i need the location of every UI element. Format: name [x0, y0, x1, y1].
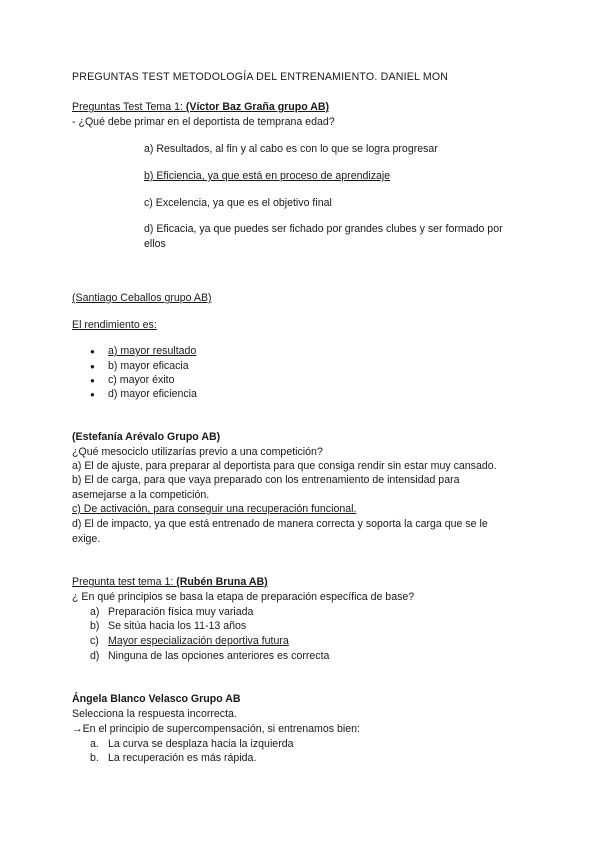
section-3-question: ¿Qué mesociclo utilizarías previo a una competición? — [72, 446, 323, 458]
section-5-option-a: La curva se desplaza hacia la izquierda — [108, 738, 294, 750]
document-title: PREGUNTAS TEST METODOLOGÍA DEL ENTRENAMIENTO. DANIEL MON — [72, 71, 449, 83]
section-4-question: ¿ En qué principios se basa la etapa de preparación específica de base? — [72, 591, 415, 603]
section-4-heading — [72, 576, 268, 589]
section-2-option-a: a) mayor resultado — [108, 345, 197, 357]
section-3-option-d: d) El de impacto, ya que está entrenado de manera correcta y soporta la carga que se le — [72, 518, 488, 530]
option-letter: b) — [90, 620, 100, 632]
section-4-option-d: Ninguna de las opciones anteriores es correcta — [108, 650, 330, 662]
section-1-question: - ¿Qué debe primar en el deportista de temprana edad? — [72, 116, 335, 128]
section-1-option-d-cont: ellos — [144, 238, 166, 250]
option-letter: a) — [90, 606, 100, 618]
bullet-icon: ● — [90, 362, 95, 371]
bullet-icon: ● — [90, 347, 95, 356]
section-3-option-a: a) El de ajuste, para preparar al deportista para que consiga rendir sin estar muy cansado. — [72, 460, 497, 472]
section-2-question: El rendimiento es: — [72, 319, 157, 331]
section-2-option-b: b) mayor eficacia — [108, 360, 189, 372]
section-1-option-a: a) Resultados, al fin y al cabo es con lo que se logra progresar — [144, 143, 438, 155]
section-5-option-b: La recuperación es más rápida. — [108, 752, 257, 764]
section-3-option-c: c) De activación, para conseguir una recuperación funcional. — [72, 503, 357, 515]
section-4-option-a: Preparación física muy variada — [108, 606, 254, 618]
bullet-icon: ● — [90, 390, 95, 399]
section-3-heading: (Estefanía Arévalo Grupo AB) — [72, 431, 221, 443]
section-1-heading — [72, 101, 329, 114]
section-4-option-c: Mayor especialización deportiva futura — [108, 635, 289, 647]
section-2-heading: (Santiago Ceballos grupo AB) — [72, 292, 212, 304]
section-4-author: (Rubén Bruna AB) — [176, 576, 268, 588]
section-1-option-c: c) Excelencia, ya que es el objetivo final — [144, 197, 332, 209]
section-5-question: →En el principio de supercompensación, si entrenamos bien: — [72, 723, 360, 735]
option-letter: a. — [90, 738, 99, 750]
section-1-author: (Víctor Baz Graña grupo AB) — [185, 101, 330, 113]
section-2-option-d: d) mayor eficiencia — [108, 388, 197, 400]
section-2-option-c: c) mayor éxito — [108, 374, 175, 386]
section-5-heading: Ángela Blanco Velasco Grupo AB — [72, 693, 241, 705]
section-5-instruction: Selecciona la respuesta incorrecta. — [72, 708, 237, 720]
section-1-option-b: b) Eficiencia, ya que está en proceso de aprendizaje — [144, 170, 391, 182]
bullet-icon: ● — [90, 376, 95, 385]
option-letter: d) — [90, 650, 100, 662]
section-4-heading-prefix: Pregunta test tema 1: — [72, 576, 177, 588]
section-4-option-b: Se sitúa hacia los 11-13 años — [108, 620, 247, 632]
option-letter: c) — [90, 635, 99, 647]
section-1-heading-prefix: Preguntas Test Tema 1: — [72, 101, 186, 113]
option-letter: b. — [90, 752, 99, 764]
section-3-option-b-cont: asemejarse a la competición. — [72, 489, 210, 501]
section-3-option-b: b) El de carga, para que vaya preparado con los entrenamiento de intensidad para — [72, 474, 460, 486]
section-1-option-d: d) Eficacia, ya que puedes ser fichado por grandes clubes y ser formado por — [144, 223, 503, 235]
section-3-option-d-cont: exige. — [72, 533, 101, 545]
